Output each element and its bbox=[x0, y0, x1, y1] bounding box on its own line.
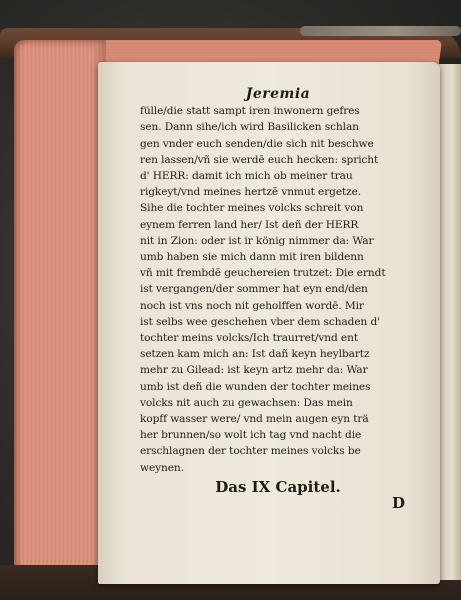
text-line: ist selbs wee geschehen vber dem schaden d' bbox=[140, 315, 380, 328]
page-text bbox=[140, 86, 416, 476]
text-line: erschlagnen der tochter meines volcks be bbox=[140, 445, 361, 458]
chapter-heading: Das IX Capitel. bbox=[215, 478, 341, 496]
text-line: nit in Zion: oder ist ir könig nimmer da: War bbox=[140, 234, 374, 247]
text-line: her brunnen/so wolt ich tag vnd nacht die bbox=[140, 429, 362, 442]
text-line: rigkeyt/vnd meines hertzē vnmut ergetze. bbox=[140, 186, 362, 199]
text-line: gen vnder euch senden/die sich nit beschwe bbox=[140, 137, 374, 150]
catchword: D bbox=[392, 494, 406, 512]
text-line: ren lassen/vñ sie werdē euch hecken: spricht bbox=[140, 153, 379, 166]
text-line: eynem ferren land her/ Ist deñ der HERR bbox=[140, 218, 359, 231]
text-line: tochter meins volcks/Ich traurret/vnd ent bbox=[140, 332, 358, 345]
text-line: umb haben sie mich dann mit iren bildenn bbox=[140, 251, 364, 264]
book-cover-edge bbox=[300, 26, 461, 36]
text-line: weynen. bbox=[140, 461, 184, 474]
text-line: d' HERR: damit ich mich ob meiner trau bbox=[140, 170, 353, 183]
text-line: setzen kam mich an: Ist dañ keyn heylbartz bbox=[140, 348, 370, 361]
text-line: ist vergangen/der sommer hat eyn end/den bbox=[140, 283, 368, 296]
text-line: sen. Dann sihe/ich wird Basilicken schlan bbox=[140, 121, 359, 134]
text-line: Sihe die tochter meines volcks schreit von bbox=[140, 202, 364, 215]
page-edges-side bbox=[14, 40, 106, 580]
text-line: kopff wasser were/ vnd mein augen eyn trä bbox=[140, 413, 369, 426]
running-head: Jeremia bbox=[245, 86, 311, 102]
text-line: fülle/die statt sampt iren inwonern gefres bbox=[140, 105, 360, 118]
text-line: mehr zu Gilead: ist keyn artz mehr da: War bbox=[140, 364, 368, 377]
text-line: noch ist vns noch nit geholffen wordē. Mir bbox=[140, 299, 364, 312]
text-line: vñ mit frembdē geuchereien trutzet: Die erndt bbox=[140, 267, 386, 280]
text-line: volcks nit auch zu gewachsen: Das mein bbox=[140, 396, 353, 409]
facing-page-edge bbox=[438, 64, 461, 580]
text-line: umb ist deñ die wunden der tochter meines bbox=[140, 380, 371, 393]
